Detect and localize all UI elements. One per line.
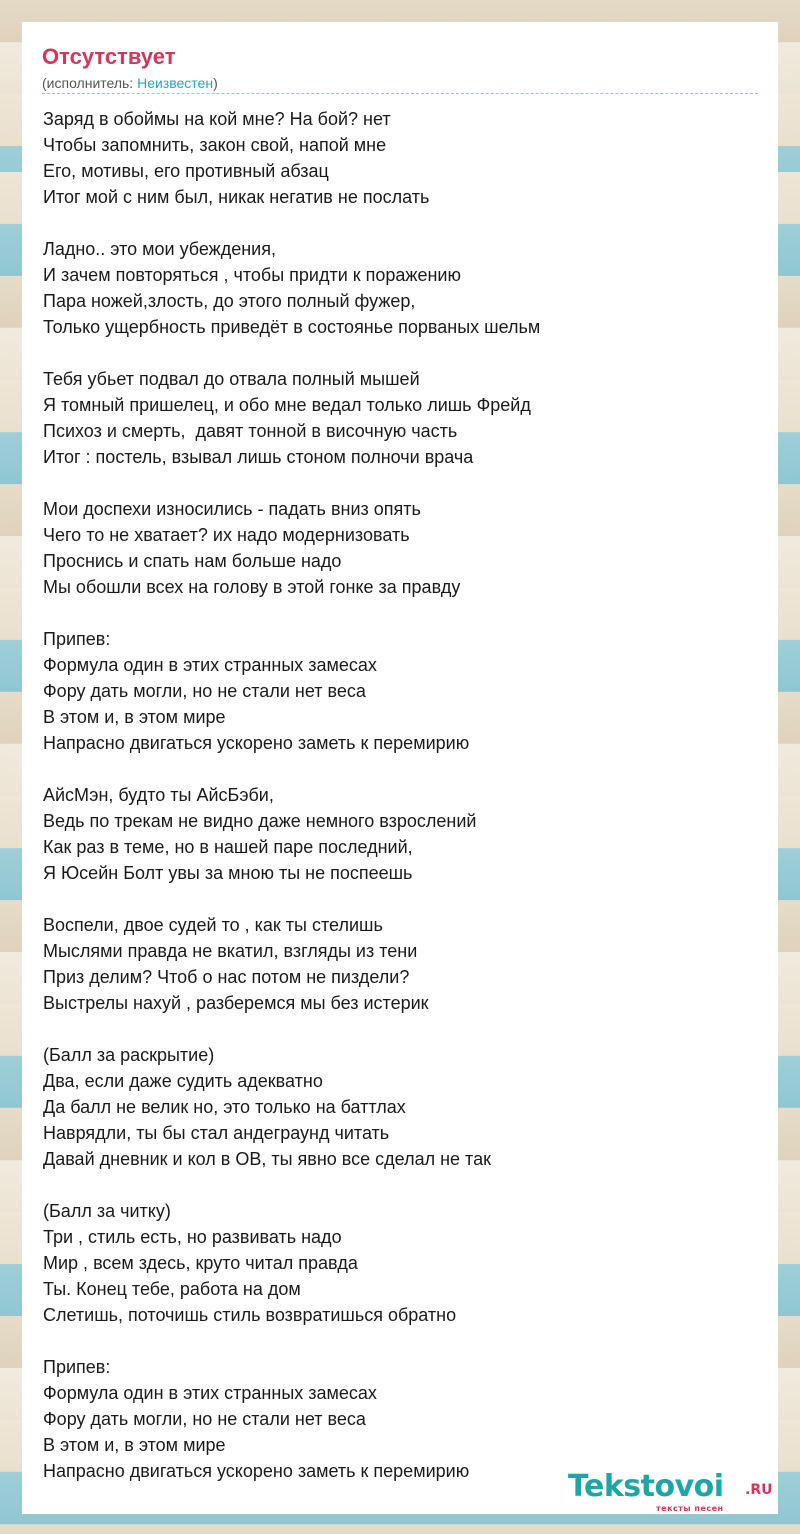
lyrics-line: Его, мотивы, его противный абзац xyxy=(43,161,329,181)
artist-suffix: ) xyxy=(213,75,218,91)
lyrics-line: Пара ножей,злость, до этого полный фужер, xyxy=(43,291,416,311)
site-logo[interactable] xyxy=(568,1470,778,1514)
lyrics-line: Три , стиль есть, но развивать надо xyxy=(43,1227,342,1247)
lyrics-line: Проснись и спать нам больше надо xyxy=(43,551,342,571)
lyrics-stanza xyxy=(43,106,540,210)
logo-tld: .RU xyxy=(745,1482,773,1498)
lyrics-stanza xyxy=(43,496,540,600)
logo-name: Tekstovoi xyxy=(568,1469,724,1504)
lyrics-line: Тебя убьет подвал до отвала полный мышей xyxy=(43,369,420,389)
lyrics-line: И зачем повторяться , чтобы придти к поражению xyxy=(43,265,461,285)
lyrics-line: Да балл не велик но, это только на баттлах xyxy=(43,1097,406,1117)
lyrics-line: Формула один в этих странных замесах xyxy=(43,1383,377,1403)
lyrics-line: Только ущербность приведёт в состоянье порваных шельм xyxy=(43,317,541,337)
lyrics-line: Выстрелы нахуй , разберемся мы без истерик xyxy=(43,993,429,1013)
lyrics-card xyxy=(22,22,778,1514)
lyrics-line: Припев: xyxy=(43,1357,111,1377)
lyrics-line: Слетишь, поточишь стиль возвратишься обратно xyxy=(43,1305,457,1325)
lyrics-line: Мы обошли всех на голову в этой гонке за правду xyxy=(43,577,461,597)
lyrics-line: Давай дневник и кол в ОВ, ты явно все сделал не так xyxy=(43,1149,491,1169)
lyrics-line: (Балл за раскрытие) xyxy=(43,1045,215,1065)
lyrics-stanza xyxy=(43,1198,540,1328)
lyrics-line: Фору дать могли, но не стали нет веса xyxy=(43,1409,366,1429)
lyrics-line: Приз делим? Чтоб о нас потом не пиздели? xyxy=(43,967,410,987)
lyrics-line: Как раз в теме, но в нашей паре последний, xyxy=(43,837,413,857)
artist-line xyxy=(42,74,218,92)
lyrics-line: Воспели, двое судей то , как ты стелишь xyxy=(43,915,383,935)
lyrics-line: Мир , всем здесь, круто читал правда xyxy=(43,1253,358,1273)
logo-tagline: тексты песен xyxy=(656,1504,724,1513)
lyrics-line: Мыслями правда не вкатил, взгляды из тени xyxy=(43,941,418,961)
lyrics-line: Итог : постель, взывал лишь стоном полночи врача xyxy=(43,447,474,467)
lyrics-line: В этом и, в этом мире xyxy=(43,1435,226,1455)
lyrics-line: Напрасно двигаться ускорено заметь к перемирию xyxy=(43,733,470,753)
lyrics-line: В этом и, в этом мире xyxy=(43,707,226,727)
lyrics-line: Припев: xyxy=(43,629,111,649)
lyrics-line: Наврядли, ты бы стал андеграунд читать xyxy=(43,1123,390,1143)
song-title: Отсутствует xyxy=(42,44,176,69)
lyrics-stanza xyxy=(43,366,540,470)
lyrics-line: Ладно.. это мои убеждения, xyxy=(43,239,276,259)
lyrics-stanza xyxy=(43,1042,540,1172)
lyrics-line: Формула один в этих странных замесах xyxy=(43,655,377,675)
lyrics-line: Заряд в обоймы на кой мне? На бой? нет xyxy=(43,109,391,129)
lyrics-line: Я томный пришелец, и обо мне ведал только лишь Фрейд xyxy=(43,395,531,415)
lyrics-line: Чего то не хватает? их надо модернизовать xyxy=(43,525,410,545)
lyrics-stanza xyxy=(43,912,540,1016)
lyrics-text xyxy=(43,106,540,1484)
lyrics-line: Напрасно двигаться ускорено заметь к перемирию xyxy=(43,1461,470,1481)
lyrics-line: Фору дать могли, но не стали нет веса xyxy=(43,681,366,701)
lyrics-stanza xyxy=(43,782,540,886)
lyrics-stanza xyxy=(43,236,540,340)
lyrics-line: Итог мой с ним был, никак негатив не послать xyxy=(43,187,430,207)
artist-link[interactable]: Неизвестен xyxy=(137,75,214,91)
lyrics-line: Ты. Конец тебе, работа на дом xyxy=(43,1279,301,1299)
lyrics-stanza xyxy=(43,1354,540,1484)
lyrics-line: Я Юсейн Болт увы за мною ты не поспеешь xyxy=(43,863,413,883)
artist-prefix: (исполнитель: xyxy=(42,75,138,91)
lyrics-line: Психоз и смерть, давят тонной в височную часть xyxy=(43,421,458,441)
lyrics-line: Мои доспехи износились - падать вниз опять xyxy=(43,499,421,519)
lyrics-line: Два, если даже судить адекватно xyxy=(43,1071,323,1091)
lyrics-line: (Балл за читку) xyxy=(43,1201,171,1221)
lyrics-stanza xyxy=(43,626,540,756)
title-divider xyxy=(42,93,758,94)
lyrics-line: Ведь по трекам не видно даже немного взрослений xyxy=(43,811,477,831)
lyrics-line: АйсМэн, будто ты АйсБэби, xyxy=(43,785,274,805)
lyrics-line: Чтобы запомнить, закон свой, напой мне xyxy=(43,135,387,155)
